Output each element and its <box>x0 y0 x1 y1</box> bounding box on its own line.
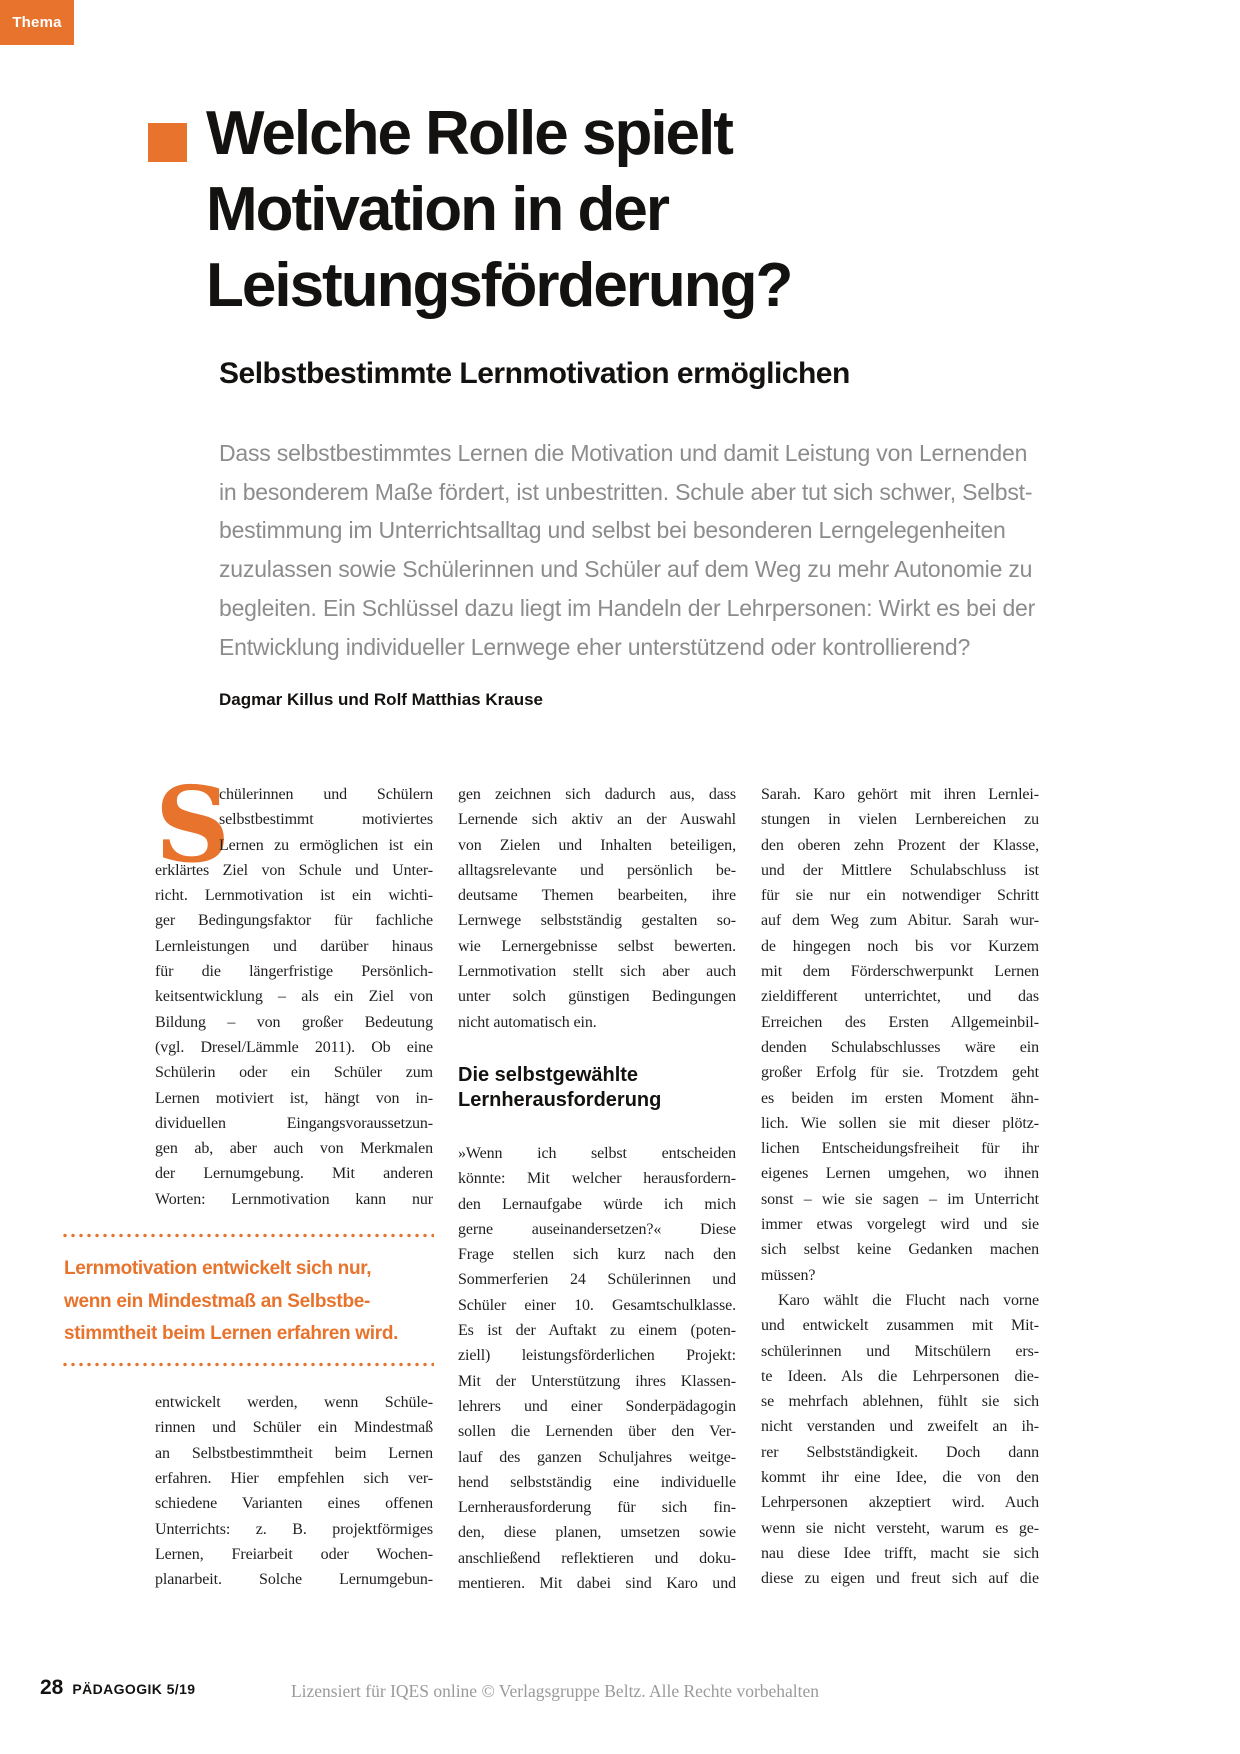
text-line: se mehrfach ablehnen, fühlt sie sich <box>761 1393 1039 1411</box>
text-line: und entwickelt zusammen mit Mit- <box>761 1317 1039 1335</box>
text-line: hend selbstständig eine individuelle <box>458 1473 736 1491</box>
text-line: erfahren. Hier empfehlen sich ver- <box>155 1469 433 1487</box>
article-subtitle: Selbstbestimmte Lernmotivation ermöglichen <box>219 357 850 390</box>
text-line: sollen die Lernenden über den Ver- <box>458 1423 736 1441</box>
pull-quote-text <box>62 1238 434 1362</box>
text-line: zuzulassen sowie Schülerinnen und Schüler auf dem Weg zu mehr Autonomie zu <box>219 556 1033 583</box>
text-line: entwickelt werden, wenn Schüle- <box>155 1394 433 1412</box>
text-line: Erreichen des Ersten Allgemeinbil- <box>761 1013 1039 1031</box>
text-line: Lernen zu ermöglichen ist ein <box>219 836 433 854</box>
text-line: unter solch günstigen Bedingungen <box>458 988 736 1006</box>
text-line: Lernen motiviert ist, hängt von in- <box>155 1089 433 1107</box>
text-line: es beiden im ersten Moment ähn- <box>761 1089 1039 1107</box>
paragraph <box>155 1390 433 1592</box>
drop-cap: S <box>155 763 231 886</box>
text-line: diese zu eigen und freut sich auf die <box>761 1570 1039 1588</box>
text-line: begleiten. Ein Schlüssel dazu liegt im Handeln der Lehrpersonen: Wirkt es bei der <box>219 594 1036 621</box>
body-column-3 <box>761 782 1039 1592</box>
text-line: Welche Rolle spielt <box>206 99 732 168</box>
text-line: für sie nur ein notwendiger Schritt <box>761 887 1039 905</box>
text-line: Lernleistungen und darüber hinaus <box>155 937 433 955</box>
text-line: müssen? <box>761 1266 816 1284</box>
text-line: mentieren. Mit dabei sind Karo und <box>458 1575 736 1593</box>
text-line: de hingegen noch bis vor Kurzem <box>761 937 1039 955</box>
text-line: erklärtes Ziel von Schule und Unter- <box>155 861 433 879</box>
text-line: Die selbstgewählte <box>458 1063 639 1086</box>
text-line: immer etwas vorgelegt wird und sie <box>761 1216 1039 1234</box>
text-line: Unterrichts: z. B. projektförmiges <box>155 1520 433 1538</box>
text-line: stungen in vielen Lernbereichen zu <box>761 811 1039 829</box>
text-line: Mit der Unterstützung ihres Klassen- <box>458 1372 736 1390</box>
text-line: Schüler einer 10. Gesamtschulklasse. <box>458 1296 736 1314</box>
text-line: chülerinnen und Schülern <box>219 786 433 803</box>
text-line: Leistungsförderung? <box>206 251 792 320</box>
text-line: nau diese Idee trifft, macht sie sich <box>761 1544 1039 1562</box>
body-column-1 <box>155 763 433 1592</box>
text-line: Bildung – von großer Bedeutung <box>155 1013 433 1031</box>
text-line: von Zielen und Inhalten beteiligen, <box>458 836 736 854</box>
text-line: Motivation in der <box>206 175 668 244</box>
text-line: gerne auseinandersetzen?« Diese <box>458 1220 736 1238</box>
text-line: großer Erfolg für sie. Trotzdem geht <box>761 1064 1039 1082</box>
paragraph <box>761 782 1039 1288</box>
section-tag: Thema <box>0 0 74 45</box>
text-line: bestimmung im Unterrichtsalltag und selbst bei besonderen Lerngelegenheiten <box>219 517 1006 544</box>
text-line: Lehrpersonen akzeptiert wird. Auch <box>761 1494 1039 1512</box>
text-line: sonst – wie sie sagen – im Unterricht <box>761 1190 1039 1208</box>
text-line: zieldifferent unterrichtet, und das <box>761 988 1039 1006</box>
text-line: selbstbestimmt motiviertes <box>219 811 433 829</box>
text-line: Lernmotivation entwickelt sich nur, <box>64 1258 372 1279</box>
text-line: eigenes Lernen umgehen, wo ihnen <box>761 1165 1039 1183</box>
text-line: gen zeichnen sich dadurch aus, dass <box>458 786 736 803</box>
text-line: lauf des ganzen Schuljahres weitge- <box>458 1448 736 1466</box>
text-line: »Wenn ich selbst entscheiden <box>458 1144 736 1162</box>
text-line: planarbeit. Solche Lernumgebun- <box>155 1571 433 1589</box>
paragraph <box>761 1288 1039 1592</box>
text-line: lichen Entscheidungsfreiheit für ihr <box>761 1140 1039 1158</box>
text-line: der Lernumgebung. Mit anderen <box>155 1165 433 1183</box>
text-line: richt. Lernmotivation ist ein wichti- <box>155 887 433 905</box>
text-line: Lernwege selbstständig gestalten so- <box>458 912 736 930</box>
text-line: Schülerin oder ein Schüler zum <box>155 1064 433 1082</box>
text-line: mit dem Förderschwerpunkt Lernen <box>761 963 1039 981</box>
text-line: Lernmotivation stellt sich aber auch <box>458 963 736 981</box>
text-line: Sarah. Karo gehört mit ihren Lernlei- <box>761 786 1039 803</box>
text-line: wenn ein Mindestmaß an Selbstbe- <box>64 1290 371 1312</box>
author-line: Dagmar Killus und Rolf Matthias Krause <box>219 690 543 709</box>
text-line: te Ideen. Als die Lehrpersonen die- <box>761 1367 1039 1385</box>
text-line: Frage stellen sich kurz nach den <box>458 1246 736 1264</box>
text-line: Entwicklung individueller Lernwege eher unterstützend oder kontrollierend? <box>219 633 971 660</box>
paragraph-with-dropcap <box>155 763 433 1212</box>
text-line: anschließend reflektieren und doku- <box>458 1549 736 1567</box>
text-line: und der Mittlere Schulabschluss ist <box>761 861 1039 879</box>
text-line: alltagsrelevante und persönlich be- <box>458 861 736 879</box>
text-line: auf dem Weg zum Abitur. Sarah wur- <box>761 912 1039 930</box>
text-line: sich selbst keine Gedanken machen <box>761 1241 1039 1259</box>
title-bullet-square-icon <box>148 123 187 162</box>
text-line: rinnen und Schüler ein Mindestmaß <box>155 1419 433 1437</box>
text-line: Lernende sich aktiv an der Auswahl <box>458 811 736 829</box>
footer-license-text: Lizensiert für IQES online © Verlagsgruppe Beltz. Alle Rechte vorbehalten <box>290 1681 820 1701</box>
text-line: Lernherausforderung <box>458 1088 662 1111</box>
text-line: lich. Wie sollen sie mit dieser plötz- <box>761 1114 1039 1132</box>
dotted-rule-bottom <box>62 1362 434 1367</box>
text-line: ger Bedingungsfaktor für fachliche <box>155 912 433 930</box>
lead-paragraph <box>219 434 1035 666</box>
text-line: dividuellen Eingangsvoraussetzun- <box>155 1114 433 1132</box>
paragraph <box>458 782 736 1035</box>
text-line: Lernen, Freiarbeit oder Wochen- <box>155 1545 433 1563</box>
text-line: denden Schulabschlusses wäre ein <box>761 1038 1039 1056</box>
text-line: gen ab, aber auch von Merkmalen <box>155 1140 433 1158</box>
text-line: keitsentwicklung – als ein Ziel von <box>155 988 433 1006</box>
text-line: den oberen zehn Prozent der Klasse, <box>761 836 1039 854</box>
text-line: ziell) leistungsförderlichen Projekt: <box>458 1347 736 1365</box>
text-line: Dass selbstbestimmtes Lernen die Motivation und damit Leistung von Lernenden <box>219 440 1028 466</box>
text-line: schülerinnen und Mitschülern ers- <box>761 1342 1039 1360</box>
page-title <box>206 96 791 324</box>
text-line: für die längerfristige Persönlich- <box>155 963 433 981</box>
text-line: Sommerferien 24 Schülerinnen und <box>458 1271 736 1289</box>
section-heading <box>458 1063 736 1113</box>
text-line: könnte: Mit welcher herausfordern- <box>458 1170 736 1188</box>
text-line: nicht automatisch ein. <box>458 1013 597 1031</box>
text-line: stimmtheit beim Lernen erfahren wird. <box>64 1323 399 1344</box>
body-column-2 <box>458 782 736 1596</box>
text-line: Es ist der Auftakt zu einem (poten- <box>458 1322 736 1340</box>
text-line: Lernherausforderung für sich fin- <box>458 1499 736 1517</box>
text-line: den Lernaufgabe würde ich mich <box>458 1195 736 1213</box>
text-line: wie Lernergebnisse selbst bewerten. <box>458 937 736 955</box>
text-line: schiedene Varianten eines offenen <box>155 1495 433 1513</box>
text-line: Karo wählt die Flucht nach vorne <box>778 1291 1039 1309</box>
text-line: nicht verstanden und zweifelt an ih- <box>761 1418 1039 1436</box>
text-line: deutsame Themen bearbeiten, ihre <box>458 887 736 905</box>
text-line: rer Selbstständigkeit. Doch dann <box>761 1443 1039 1461</box>
text-line: an Selbstbestimmtheit beim Lernen <box>155 1444 433 1462</box>
footer-journal-name: PÄDAGOGIK 5/19 <box>72 1681 196 1697</box>
text-line: Worten: Lernmotivation kann nur <box>155 1190 433 1208</box>
text-line: lehrers und einer Sonderpädagogin <box>458 1397 736 1415</box>
pull-quote <box>62 1233 434 1367</box>
text-line: (vgl. Dresel/Lämmle 2011). Ob eine <box>155 1038 433 1056</box>
text-line: den, diese planen, umsetzen sowie <box>458 1524 736 1542</box>
text-line: wenn sie nicht versteht, warum es ge- <box>761 1519 1039 1537</box>
footer-page-number: 28 <box>40 1676 64 1699</box>
text-line: in besonderem Maße fördert, ist unbestritten. Schule aber tut sich schwer, Selbst- <box>219 478 1033 505</box>
paragraph <box>458 1141 736 1596</box>
text-line: kommt ihr eine Idee, die von den <box>761 1469 1039 1487</box>
